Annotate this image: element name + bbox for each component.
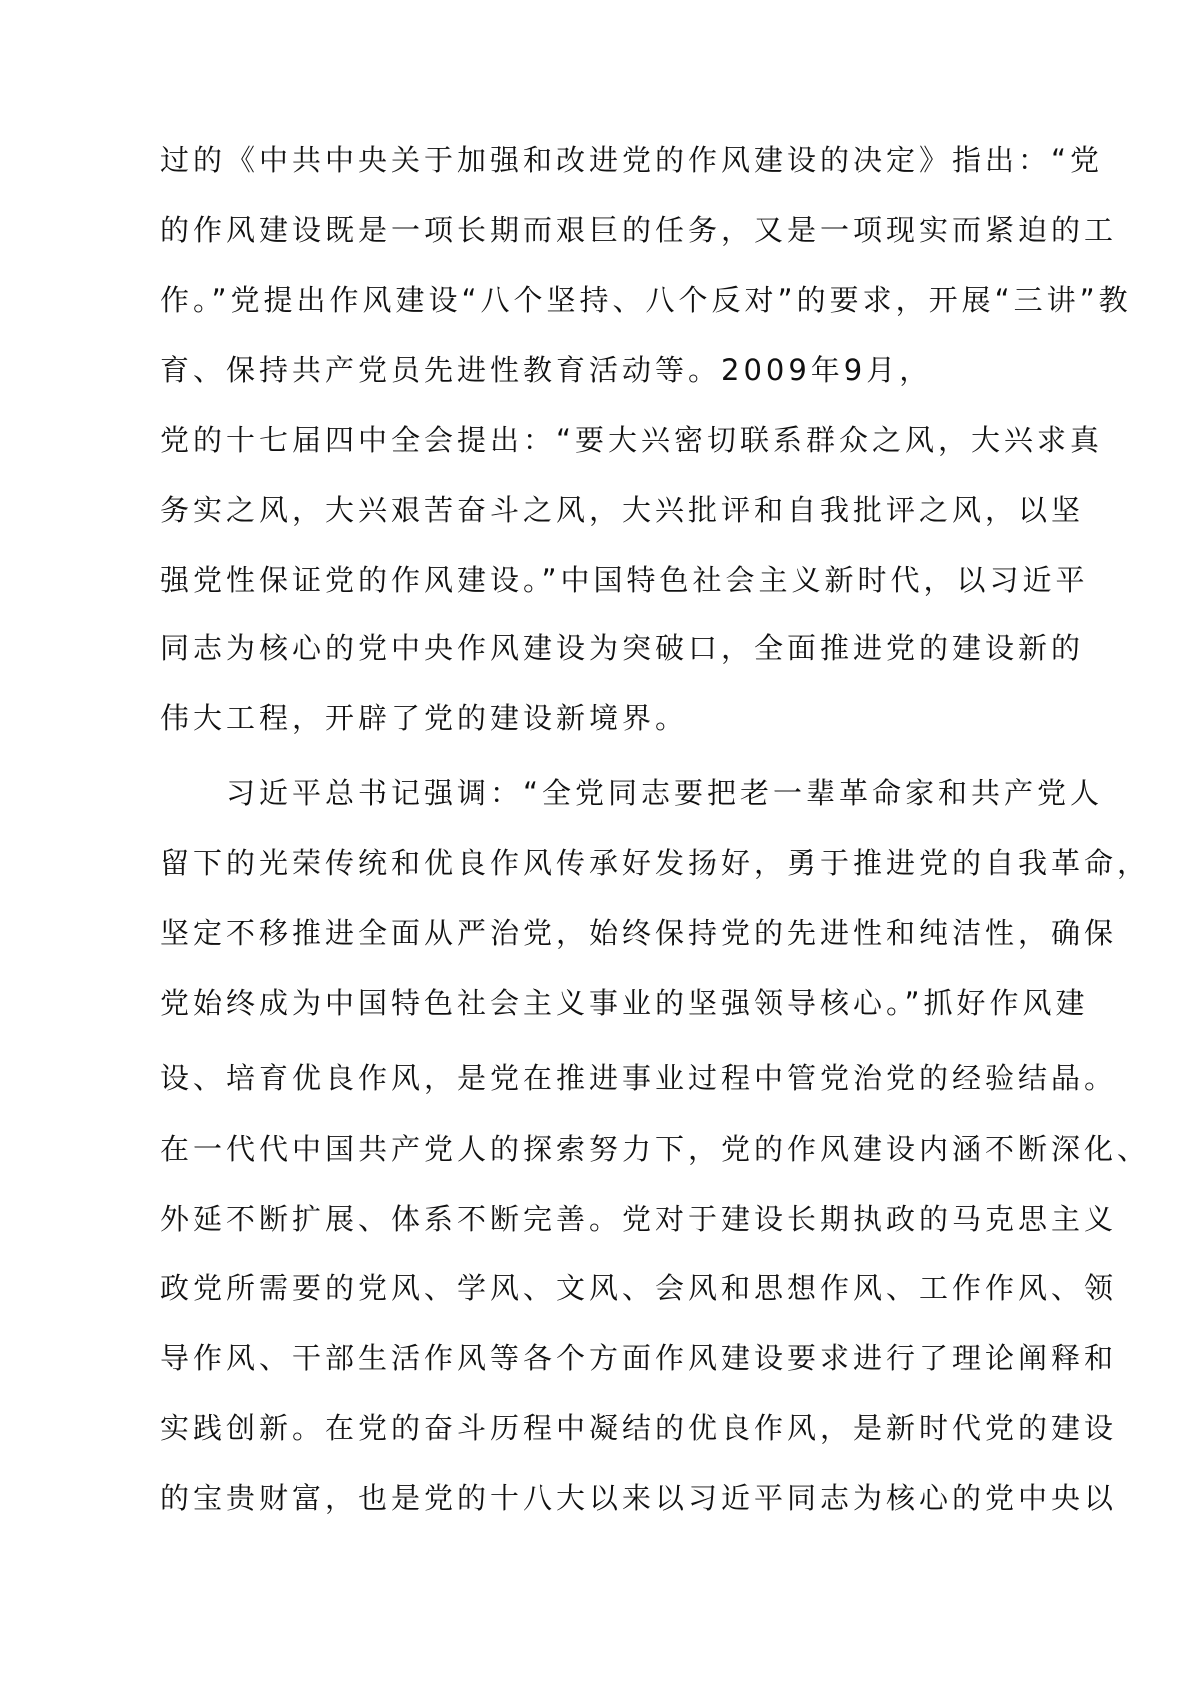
text-line: 设、培育优良作风，是党在推进事业过程中管党治党的经验结晶。 xyxy=(160,1061,1118,1095)
text-line: 务实之风，大兴艰苦奋斗之风，大兴批评和自我批评之风，以坚 xyxy=(160,493,1085,527)
text-line: 实践创新。在党的奋斗历程中凝结的优良作风，是新时代党的建设 xyxy=(160,1411,1118,1445)
text-line: 党始终成为中国特色社会主义事业的坚强领导核心。”抓好作风建 xyxy=(160,986,1089,1020)
text-line: 留下的光荣传统和优良作风传承好发扬好，勇于推进党的自我革命， xyxy=(160,846,1151,880)
text-line: 的宝贵财富，也是党的十八大以来以习近平同志为核心的党中央以 xyxy=(160,1481,1118,1515)
text-line: 的作风建设既是一项长期而艰巨的任务，又是一项现实而紧迫的工 xyxy=(160,213,1118,247)
text-line: 政党所需要的党风、学风、文风、会风和思想作风、工作作风、领 xyxy=(160,1271,1118,1305)
text-line: 育、保持共产党员先进性教育活动等。2009年9月， xyxy=(160,353,933,387)
text-line: 导作风、干部生活作风等各个方面作风建设要求进行了理论阐释和 xyxy=(160,1341,1118,1375)
text-line: 作。”党提出作风建设“八个坚持、八个反对”的要求，开展“三讲”教 xyxy=(160,283,1132,317)
text-line: 过的《中共中央关于加强和改进党的作风建设的决定》指出：“党 xyxy=(160,143,1104,177)
paragraph-first-line: 习近平总书记强调：“全党同志要把老一辈革命家和共产党人 xyxy=(226,776,1104,810)
text-line: 坚定不移推进全面从严治党，始终保持党的先进性和纯洁性，确保 xyxy=(160,916,1118,950)
text-line: 在一代代中国共产党人的探索努力下，党的作风建设内涵不断深化、 xyxy=(160,1132,1151,1166)
text-line: 强党性保证党的作风建设。”中国特色社会主义新时代，以习近平 xyxy=(160,563,1089,597)
text-line: 外延不断扩展、体系不断完善。党对于建设长期执政的马克思主义 xyxy=(160,1202,1118,1236)
text-line: 伟大工程，开辟了党的建设新境界。 xyxy=(160,701,689,735)
text-line: 同志为核心的党中央作风建设为突破口，全面推进党的建设新的 xyxy=(160,631,1085,665)
text-line: 党的十七届四中全会提出：“要大兴密切联系群众之风，大兴求真 xyxy=(160,423,1104,457)
